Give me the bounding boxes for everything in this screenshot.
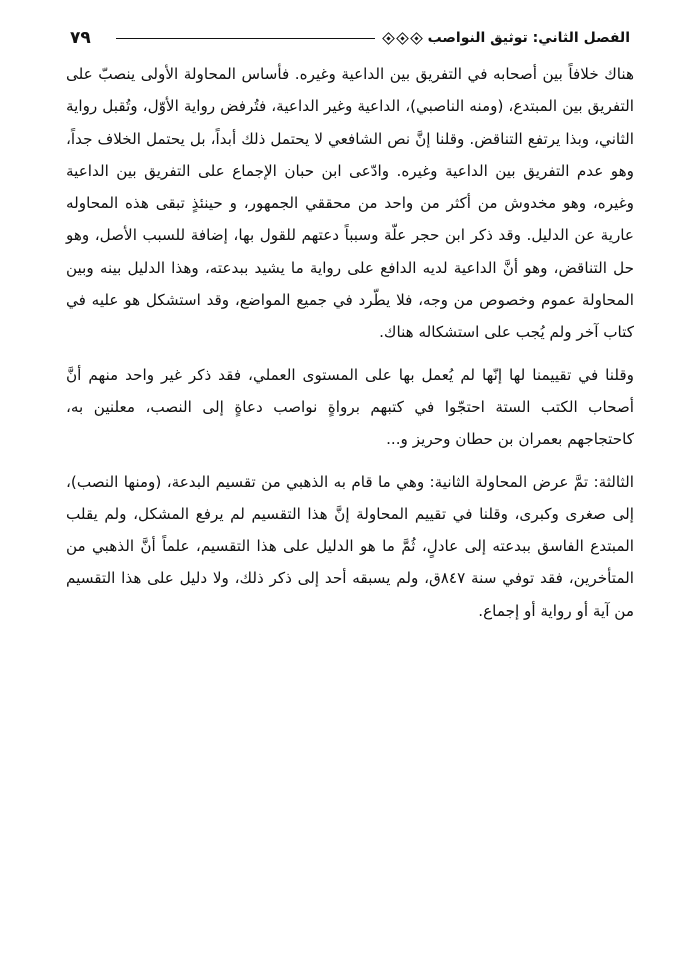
paragraph: وقلنا في تقييمنا لها إنّها لم يُعمل بها على المستوى العملي، فقد ذكر غير واحد منهم أنَّ أصحاب الكتب الستة احتجّوا في كتبهم برواةٍ نواصب دعاةٍ إلى النصب، معلنين به، كاحتجاجهم بعمران بن حطان وحريز و... xyxy=(66,365,634,449)
diamond-ornament-icon xyxy=(410,32,423,45)
page-header xyxy=(70,26,630,50)
ornament-icon xyxy=(383,34,422,43)
page-body xyxy=(66,58,634,627)
header-rule xyxy=(116,38,375,39)
diamond-ornament-icon xyxy=(396,32,409,45)
chapter-title: الفصل الثاني: توثيق النواصب xyxy=(427,30,630,46)
paragraph: هناك خلافاً بين أصحابه في التفريق بين الداعية وغيره. فأساس المحاولة الأولى ينصبّ على التفريق بين المبتدع، (ومنه الناصبي)، الداعية وغير الداعية، فتُرفض رواية الأوّل، وتُقبل رواية الثاني، وبذا يرتفع التناقض. وقلنا إنَّ نص الشافعي لا يحتمل ذلك أبداً، بل يحتمل الخلاف جداً، وهو عدم التفريق بين الداعية وغيره. وادّعى ابن حبان الإجماع على التفريق بين الداعية وغيره، وهو مخدوش من أكثر من واحد من محققي الجمهور، و حينئذٍ تبقى هذه المحاوله عارية عن الدليل. وقد ذكر ابن حجر علّة وسبباً دعتهم للقول بها، إضافة للسبب الأصل، وهو حل التناقض، وهو أنَّ الداعية لديه الدافع على رواية ما يشيد ببدعته، وهذا الدليل بينه وبين المحاولة عموم وخصوص من وجه، فلا يطّرد في جميع المواضع، وقد استشكل هو عليه في كتاب آخر ولم يُجب على استشكاله هناك. xyxy=(66,65,634,342)
paragraph: الثالثة: تمَّ عرض المحاولة الثانية: وهي ما قام به الذهبي من تقسيم البدعة، (ومنها النصب)، إلى صغرى وكبرى، وقلنا في تقييم المحاولة إنَّ هذا التقسيم لم يرفع المشكل، ولم يقلب المبتدع الفاسق ببدعته إلى عادلٍ، ثُمَّ ما هو الدليل على هذا التقسيم، علماً أنَّ الذهبي من المتأخرين، فقد توفي سنة ٨٤٧ق، ولم يسبقه أحد إلى ذكر ذلك، ولا دليل على هذا التقسيم من آية أو رواية أو إجماع. xyxy=(66,472,634,620)
diamond-ornament-icon xyxy=(382,32,395,45)
page-number: ٧٩ xyxy=(70,28,91,48)
